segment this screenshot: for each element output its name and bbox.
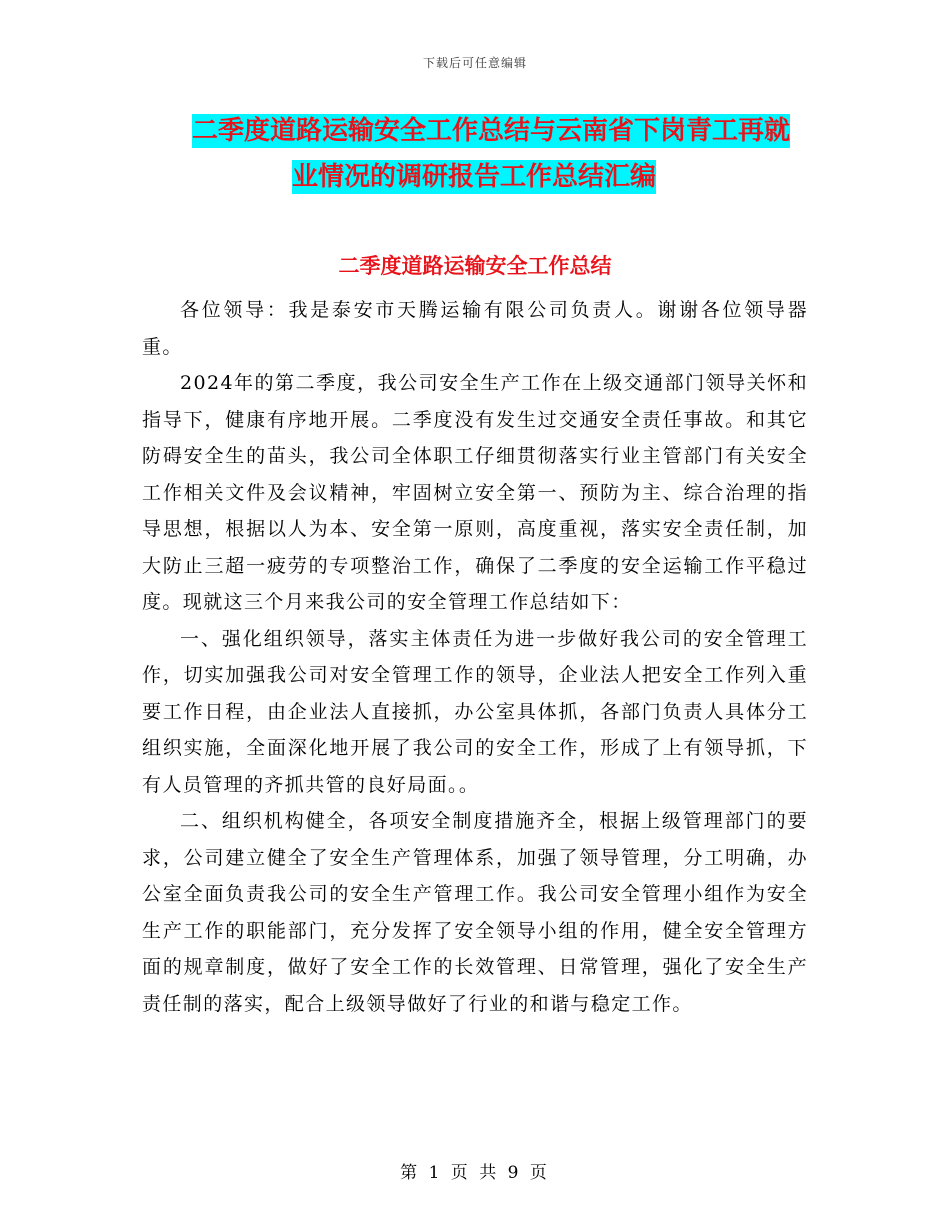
title-line-1-text: 二季度道路运输安全工作总结与云南省下岗青工再就 <box>192 116 791 146</box>
paragraph-3: 一、强化组织领导，落实主体责任为进一步做好我公司的安全管理工作，切实加强我公司对安全管理工作的领导，企业法人把安全工作列入重要工作日程，由企业法人直接抓，办公室具体抓，各部门负责人具体分工组织实施，全面深化地开展了我公司的安全工作，形成了上有领导抓，下有人员管理的齐抓共管的良好局面。。 <box>142 627 808 796</box>
section-title: 二季度道路运输安全工作总结 <box>338 254 612 278</box>
paragraph-4: 二、组织机构健全，各项安全制度措施齐全，根据上级管理部门的要求，公司建立健全了安全生产管理体系，加强了领导管理，分工明确，办公室全面负责我公司的安全生产管理工作。我公司安全管理小组作为安全生产工作的职能部门，充分发挥了安全领导小组的作用，健全安全管理方面的规章制度，做好了安全工作的长效管理、日常管理，强化了安全生产责任制的落实，配合上级领导做好了行业的和谐与稳定工作。 <box>142 810 808 1015</box>
body-text <box>142 292 808 1022</box>
paragraph-2: 2024年的第二季度，我公司安全生产工作在上级交通部门领导关怀和指导下，健康有序地开展。二季度没有发生过交通安全责任事故。和其它防碍安全生的苗头，我公司全体职工仔细贯彻落实行业主管部门有关安全工作相关文件及会议精神，牢固树立安全第一、预防为主、综合治理的指导思想，根据以人为本、安全第一原则，高度重视，落实安全责任制，加大防止三超一疲劳的专项整治工作，确保了二季度的安全运输工作平稳过度。现就这三个月来我公司的安全管理工作总结如下： <box>142 372 808 613</box>
title-line-2 <box>140 154 820 200</box>
paragraph-1: 各位领导：我是泰安市天腾运输有限公司负责人。谢谢各位领导器重。 <box>142 299 808 358</box>
document-title <box>140 108 820 200</box>
title-line-2-text: 业情况的调研报告工作总结汇编 <box>292 162 657 192</box>
title-line-1 <box>140 108 820 154</box>
header-note: 下载后可任意编辑 <box>422 56 527 70</box>
page-number-footer: 第 1 页 共 9 页 <box>400 1163 550 1183</box>
